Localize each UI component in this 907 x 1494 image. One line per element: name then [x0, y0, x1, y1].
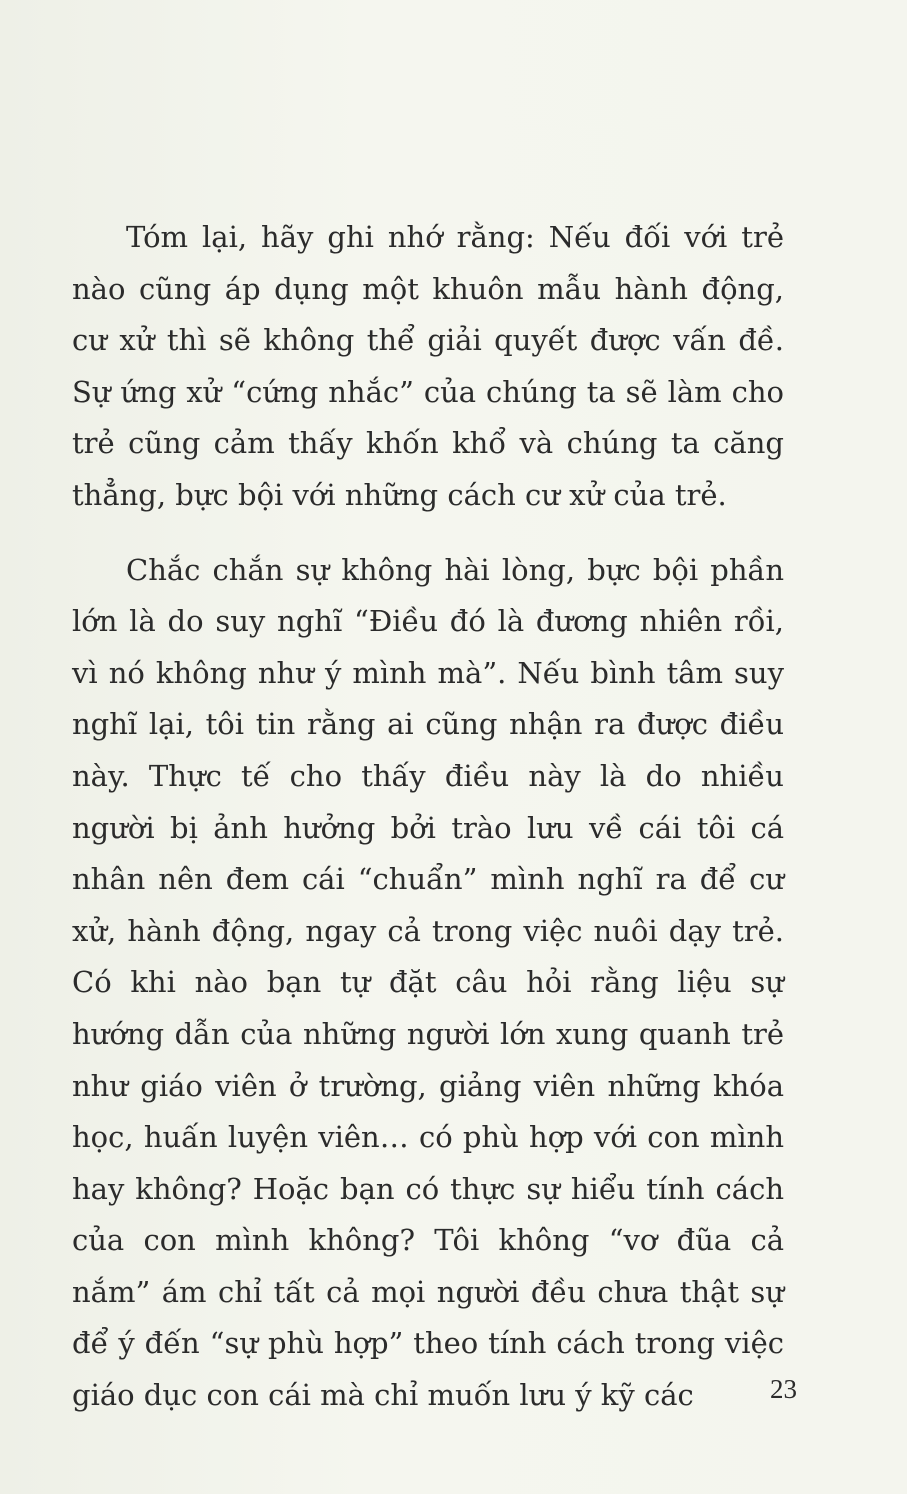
page-number: 23	[770, 1374, 797, 1404]
paragraph-1: Tóm lại, hãy ghi nhớ rằng: Nếu đối với trẻ nào cũng áp dụng một khuôn mẫu hành động, cư xử thì sẽ không thể giải quyết được vấn đề. Sự ứng xử “cứng nhắc” của chúng ta sẽ làm cho trẻ cũng cảm thấy khốn khổ và chúng ta căng thẳng, bực bội với những cách cư xử của trẻ.	[72, 220, 784, 512]
paragraph-2: Chắc chắn sự không hài lòng, bực bội phần lớn là do suy nghĩ “Điều đó là đương nhiên rồi, vì nó không như ý mình mà”. Nếu bình tâm suy nghĩ lại, tôi tin rằng ai cũng nhận ra được điều này. Thực tế cho thấy điều này là do nhiều người bị ảnh hưởng bởi trào lưu về cái tôi cá nhân nên đem cái “chuẩn” mình nghĩ ra để cư xử, hành động, ngay cả trong việc nuôi dạy trẻ. Có khi nào bạn tự đặt câu hỏi rằng liệu sự hướng dẫn của những người lớn xung quanh trẻ như giáo viên ở trường, giảng viên những khóa học, huấn luyện viên… có phù hợp với con mình hay không? Hoặc bạn có thực sự hiểu tính cách của con mình không? Tôi không “vơ đũa cả nắm” ám chỉ tất cả mọi người đều chưa thật sự để ý đến “sự phù hợp” theo tính cách trong việc giáo dục con cái mà chỉ muốn lưu ý kỹ các	[72, 552, 784, 1413]
body-text	[72, 212, 784, 1422]
